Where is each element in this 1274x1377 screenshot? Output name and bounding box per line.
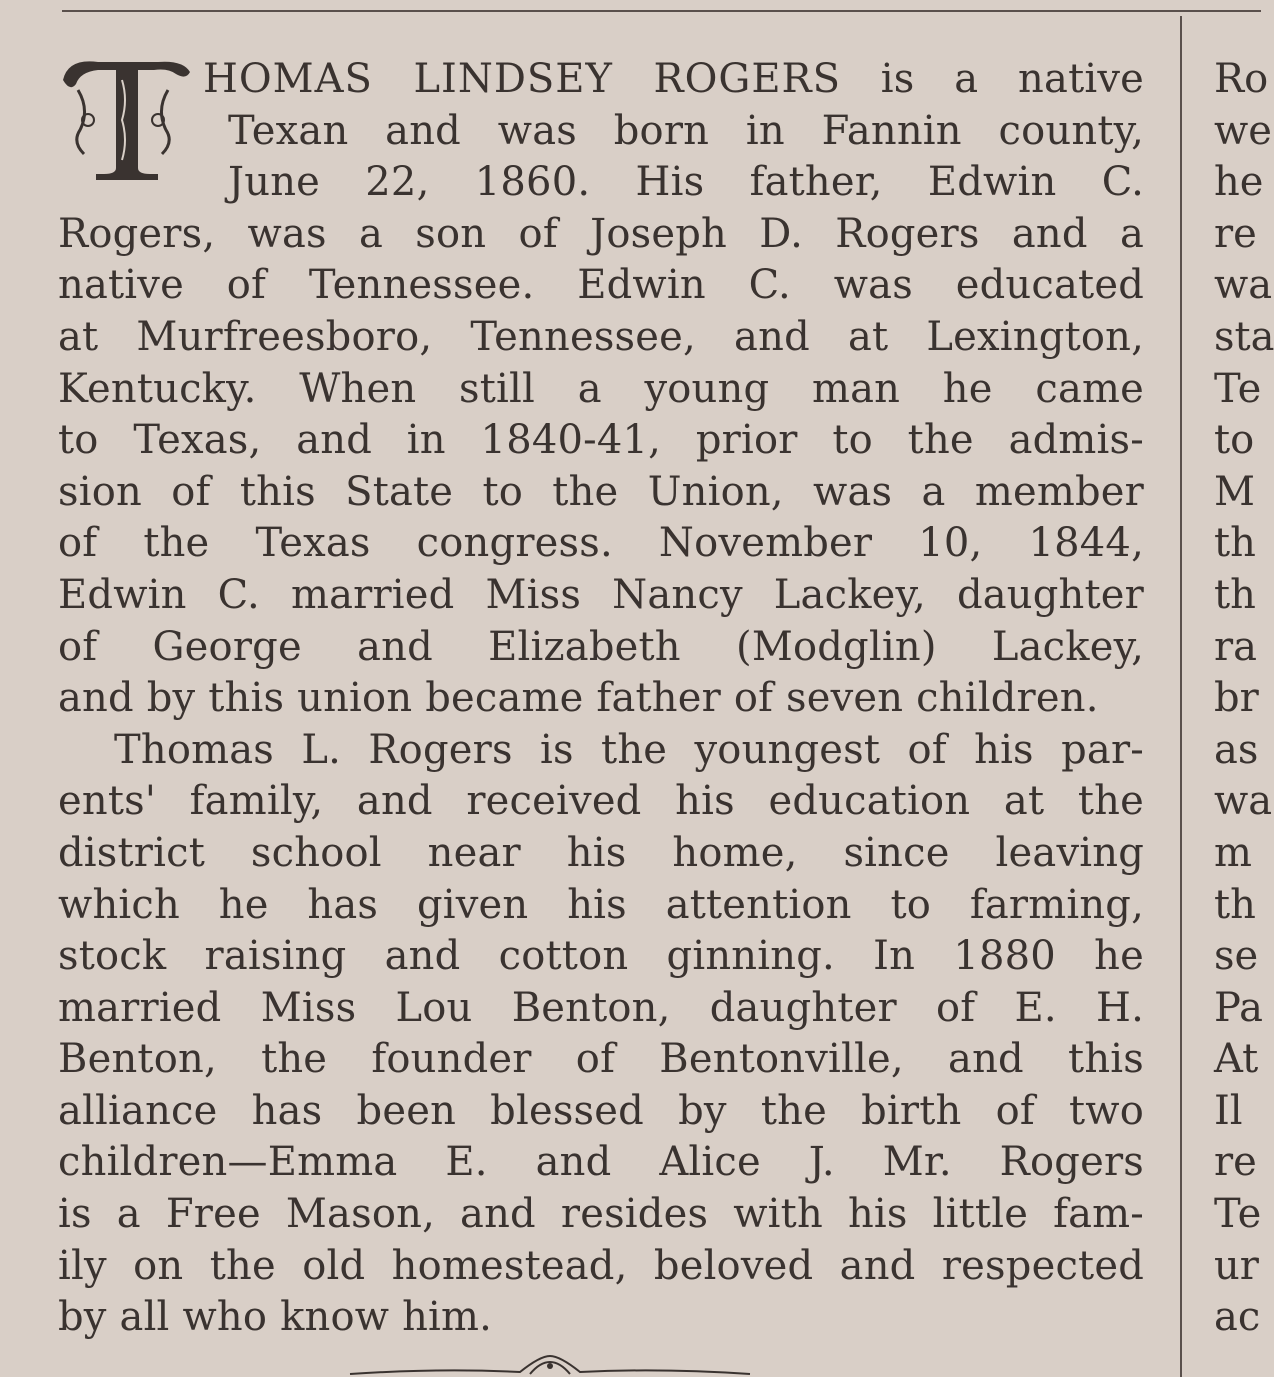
text-line-19: married Miss Lou Benton, daughter of E. H. (58, 984, 1144, 1031)
fragment: Il (1214, 1087, 1243, 1134)
fragment: th (1214, 881, 1256, 928)
fragment: Te (1214, 1191, 1262, 1238)
top-rule (62, 10, 1261, 12)
fragment: At (1214, 1036, 1259, 1083)
fragment: th (1214, 571, 1256, 618)
text-line-22: children—Emma E. and Alice J. Mr. Rogers (58, 1139, 1144, 1186)
line-1-rest: is a native (841, 56, 1144, 102)
text-line-16: district school near his home, since leaving (58, 829, 1144, 876)
text-line-6: at Murfreesboro, Tennessee, and at Lexington, (58, 313, 1144, 360)
fragment: Ro (1214, 56, 1269, 102)
fragment: re (1214, 210, 1257, 257)
text-line-2: Texan and was born in Fannin county, (228, 107, 1144, 154)
text-line-9: sion of this State to the Union, was a member (58, 468, 1144, 515)
fragment: sta (1214, 313, 1274, 360)
text-line-20: Benton, the founder of Bentonville, and this (58, 1036, 1144, 1083)
fragment: se (1214, 933, 1259, 980)
article-column (58, 54, 1144, 1344)
fragment: to (1214, 417, 1255, 464)
text-line-14: Thomas L. Rogers is the youngest of his par- (114, 726, 1144, 773)
fragment: as (1214, 726, 1259, 773)
text-line-21: alliance has been blessed by the birth of two (58, 1087, 1144, 1134)
text-line-1 (203, 54, 1144, 106)
fragment: br (1214, 675, 1259, 722)
text-line-7: Kentucky. When still a young man he came (58, 365, 1144, 412)
column-rule (1180, 16, 1182, 1377)
adjacent-column-fragments (1214, 54, 1274, 1344)
fragment: M (1214, 468, 1255, 515)
fragment: Pa (1214, 984, 1263, 1031)
fragment: re (1214, 1139, 1257, 1186)
text-line-4: Rogers, was a son of Joseph D. Rogers and a (58, 210, 1144, 257)
text-line-11: Edwin C. married Miss Nancy Lackey, daughter (58, 571, 1144, 618)
text-line-12: of George and Elizabeth (Modglin) Lackey, (58, 623, 1144, 670)
text-line-5: native of Tennessee. Edwin C. was educated (58, 262, 1144, 309)
fragment: ra (1214, 623, 1257, 670)
fragment: ac (1214, 1294, 1261, 1341)
text-line-13: and by this union became father of seven children. (58, 675, 1099, 722)
text-line-18: stock raising and cotton ginning. In 1880 he (58, 933, 1144, 980)
text-line-17: which he has given his attention to farming, (58, 881, 1144, 928)
text-line-25: by all who know him. (58, 1294, 493, 1341)
lead-caps: HOMAS LINDSEY ROGERS (203, 56, 842, 102)
fragment: he (1214, 159, 1264, 206)
fragment: wa (1214, 262, 1273, 309)
fragment: wa (1214, 778, 1273, 825)
fragment: ur (1214, 1242, 1259, 1289)
fragment: th (1214, 520, 1256, 567)
text-line-23: is a Free Mason, and resides with his little fam- (58, 1191, 1144, 1238)
fragment: we (1214, 107, 1272, 154)
text-line-10: of the Texas congress. November 10, 1844, (58, 520, 1144, 567)
text-line-15: ents' family, and received his education at the (58, 778, 1144, 825)
fragment: Te (1214, 365, 1262, 412)
drop-cap-ornament-icon (58, 50, 193, 185)
fragment: m (1214, 829, 1252, 876)
text-line-24: ily on the old homestead, beloved and respected (58, 1242, 1144, 1289)
text-line-3: June 22, 1860. His father, Edwin C. (228, 159, 1144, 206)
decorative-divider-icon (340, 1352, 760, 1377)
text-line-8: to Texas, and in 1840-41, prior to the admis- (58, 417, 1144, 464)
